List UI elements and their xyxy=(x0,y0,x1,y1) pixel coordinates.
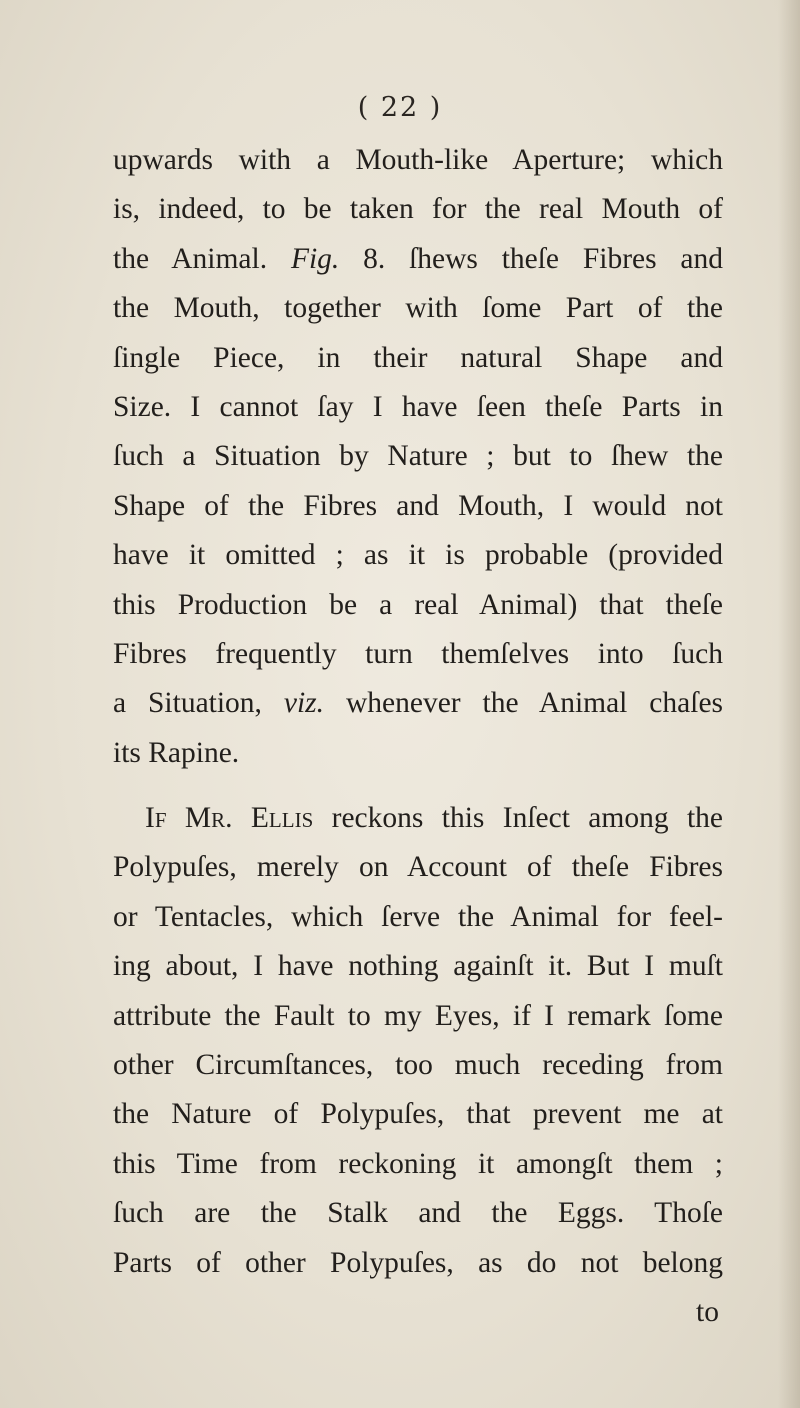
paragraph-gap xyxy=(113,778,723,794)
text-line: ſuch are the Stalk and the Eggs. Thoſe xyxy=(113,1197,723,1230)
text-line: Fibres frequently turn themſelves into ſuch xyxy=(113,637,723,670)
text-line: ſuch a Situation by Nature ; but to ſhew the xyxy=(113,440,723,473)
text-line: this Time from reckoning it amongſt them ; xyxy=(113,1147,723,1180)
text-line: Parts of other Polypuſes, as do not belong xyxy=(113,1246,723,1279)
text-line: Size. I cannot ſay I have ſeen theſe Parts in xyxy=(113,390,723,423)
text-line: attribute the Fault to my Eyes, if I remark ſome xyxy=(113,999,723,1032)
text-line: Shape of the Fibres and Mouth, I would not xyxy=(113,489,723,522)
text-line: its Rapine. xyxy=(113,736,240,769)
page-edge-shadow xyxy=(778,0,800,1408)
text-segment: reckons this Inſect among the xyxy=(331,802,724,835)
text-line: Polypuſes, merely on Account of theſe Fibres xyxy=(113,851,723,884)
page-number: ( 22 ) xyxy=(357,92,443,123)
text-segment: the Animal. xyxy=(113,242,268,275)
text-line: the Nature of Polypuſes, that prevent me at xyxy=(113,1098,723,1131)
body-text xyxy=(113,136,723,1337)
text-line: this Production be a real Animal) that theſe xyxy=(113,588,723,621)
fig-reference: Fig. xyxy=(290,242,340,275)
text-line: the Mouth, together with ſome Part of the xyxy=(113,292,723,325)
text-line: have it omitted ; as it is probable (provided xyxy=(113,539,723,572)
author-name: Mr. Ellis xyxy=(184,802,314,835)
catchword: to xyxy=(696,1295,719,1328)
text-line: or Tentacles, which ſerve the Animal for feel- xyxy=(113,900,723,933)
text-segment: 8. ſhews theſe Fibres and xyxy=(363,242,724,275)
text-line xyxy=(113,794,723,843)
text-line: other Circumſtances, too much receding from xyxy=(113,1049,723,1082)
text-segment: a Situation, xyxy=(113,687,262,720)
text-line xyxy=(113,235,723,284)
text-line: ſingle Piece, in their natural Shape and xyxy=(113,341,723,374)
text-line: upwards with a Mouth-like Aperture; which xyxy=(113,144,723,176)
viz-abbreviation: viz. xyxy=(283,687,325,720)
text-line: ing about, I have nothing againſt it. But I muſt xyxy=(113,950,723,983)
text-line: is, indeed, to be taken for the real Mouth of xyxy=(113,193,723,226)
text-line xyxy=(113,679,723,728)
text-segment: whenever the Animal chaſes xyxy=(345,687,724,720)
paragraph-lead: If xyxy=(145,802,167,835)
